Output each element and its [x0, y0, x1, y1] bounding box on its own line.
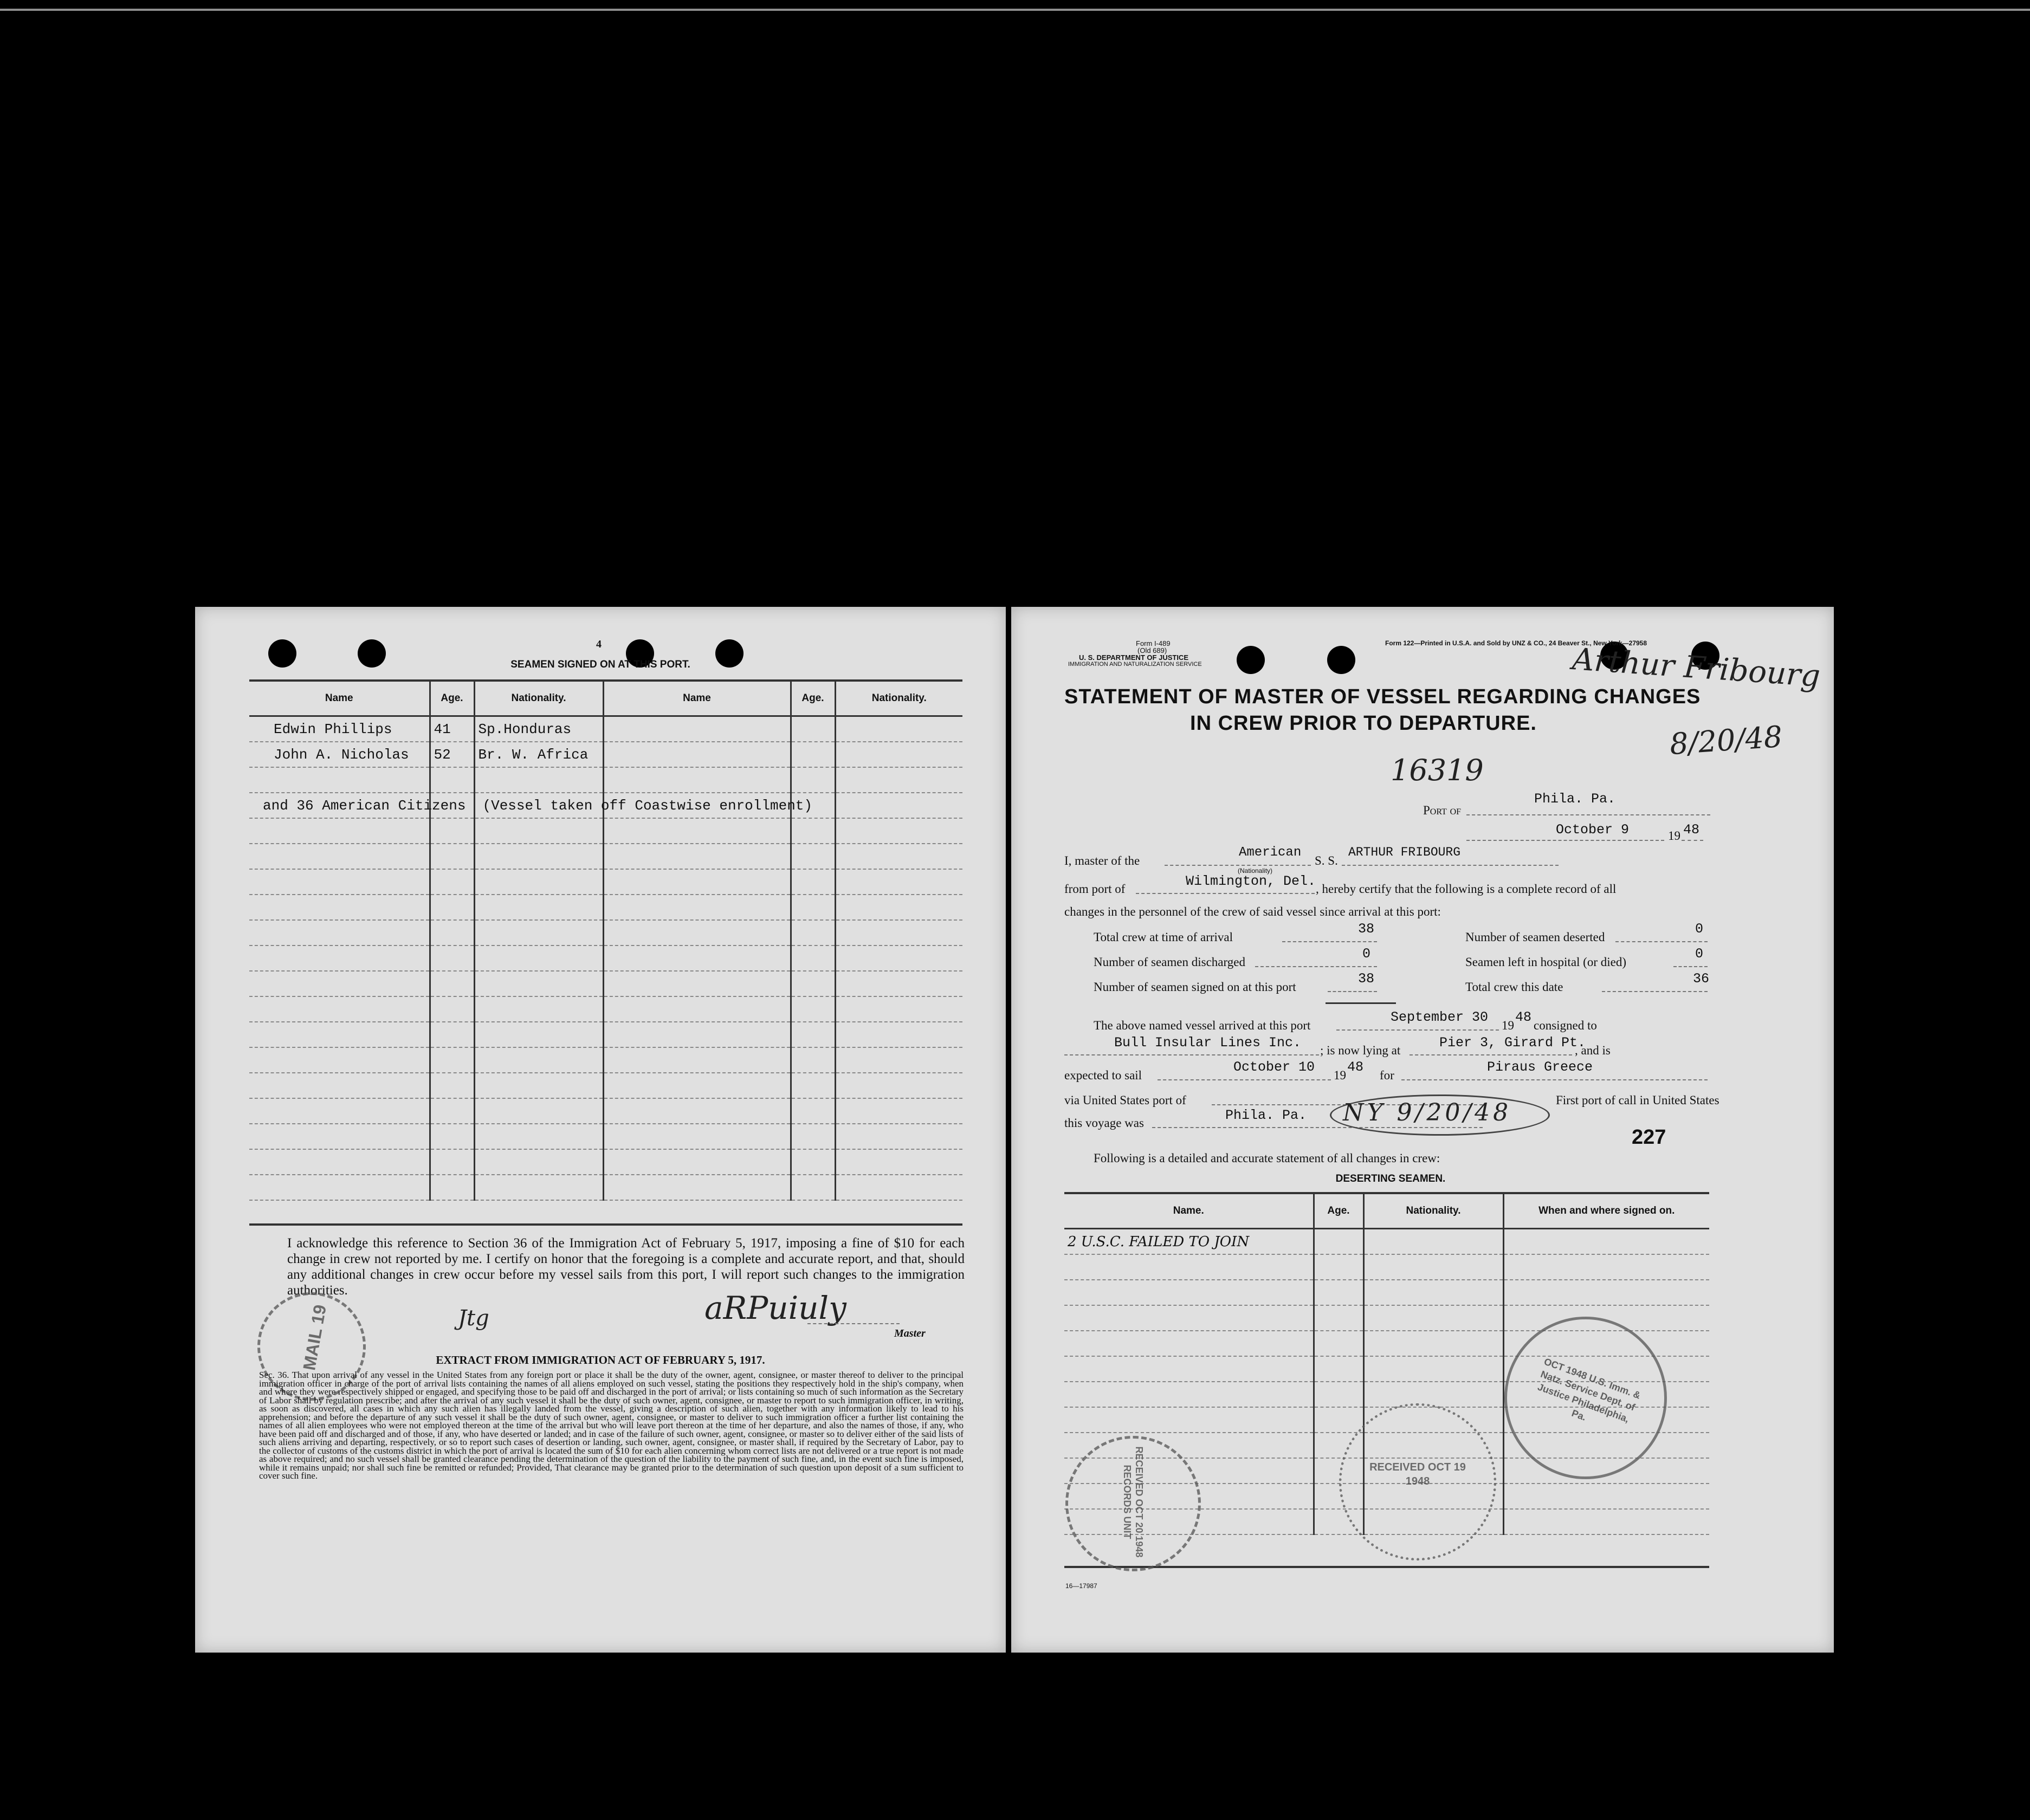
department-name: U. S. DEPARTMENT OF JUSTICE	[1079, 653, 1188, 662]
enrollment-note: (Vessel taken off Coastwise enrollment)	[474, 793, 603, 818]
seaman-name: Edwin Phillips	[249, 716, 430, 742]
year-value: 48	[1683, 822, 1700, 838]
table-bottom-rule	[1064, 1566, 1709, 1568]
table-row	[249, 920, 962, 945]
table-row	[249, 742, 962, 767]
received-stamp	[1065, 1436, 1201, 1571]
total-crew-date-value: 36	[1693, 971, 1710, 987]
total-crew-arrival-value: 38	[1358, 921, 1375, 937]
section-title: SEAMEN SIGNED ON AT THIS PORT.	[510, 659, 690, 670]
page-number: 4	[596, 638, 602, 650]
arrived-value: September 30	[1391, 1009, 1489, 1025]
form-old-number: (Old 689)	[1137, 646, 1167, 655]
table-row	[249, 818, 962, 844]
discharged-label: Number of seamen discharged	[1094, 955, 1245, 969]
table-row	[249, 971, 962, 996]
total-crew-arrival-label: Total crew at time of arrival	[1094, 930, 1233, 944]
file-number: 16319	[1391, 753, 1484, 787]
discharged-value: 0	[1362, 946, 1371, 962]
seaman-age: 41	[430, 716, 474, 742]
table-row	[249, 1149, 962, 1175]
signed-on-label: Number of seamen signed on at this port	[1094, 980, 1296, 994]
seamen-signed-on-table	[249, 682, 962, 1201]
arrived-label: The above named vessel arrived at this port	[1094, 1019, 1311, 1032]
received-stamp	[1339, 1403, 1496, 1560]
col-header-name: Name	[603, 682, 791, 716]
master-of-label: I, master of the	[1064, 854, 1140, 867]
and-is-label: , and is	[1575, 1044, 1611, 1057]
initials-mark: Jtg	[458, 1306, 489, 1331]
signature-line	[807, 1323, 900, 1324]
table-row	[249, 844, 962, 869]
master-label: Master	[894, 1327, 926, 1339]
table-row	[249, 793, 962, 818]
form-title-line1: STATEMENT OF MASTER OF VESSEL REGARDING CHANGES	[1064, 685, 1701, 708]
consigned-label: consigned to	[1534, 1019, 1597, 1032]
expected-year: 48	[1347, 1059, 1364, 1075]
table-row	[249, 1124, 962, 1149]
col-header-name: Name	[249, 682, 430, 716]
expected-year-prefix: 19	[1334, 1068, 1346, 1082]
table-row	[1064, 1254, 1709, 1280]
sum-rule	[1326, 1002, 1396, 1004]
arrived-year: 48	[1515, 1009, 1532, 1025]
mail-stamp-text: MAIL 19	[299, 1303, 330, 1372]
form-title-line2: IN CREW PRIOR TO DEPARTURE.	[1190, 712, 1537, 735]
extract-text: Sec. 36. That upon arrival of any vessel in the United States from any foreign port or place it shall be the duty of the owner, agent, consignee, or master thereof to deliver to the principal immigration officer in charge of the port of arrival lists containing the names of all aliens employed on such vessel, stating the positions they respectively hold in the ship's company, when and where they were respectively shipped or engaged, and specifying those to be paid off and discharged in the port of arrival; or lists containing so much of such information as the Secretary of Labor shall by regulation prescribe; and after the arrival of any such vessel it shall be the duty of such owner, agent, consignee, or master to report to such immigration officer, in writing, as soon as discovered, all cases in which any such alien has illegally landed from the vessel, giving a description of such alien, together with any information likely to lead to his apprehension; and before the departure of any such vessel it shall be the duty of such owner, agent, consignee, or master to deliver to such immigration officer a further list containing the names of all alien employees who were not employed thereon at the time of the arrival but who will leave port thereon at the time of her departure, and also the names of those, if any, who have been paid off and discharged and of those, if any, who have deserted or landed; and in case of the failure of such owner, agent, consignee, or master so to deliver either of the said lists of such aliens arriving and departing, respectively, or so to report such cases of desertion or landing, such owner, agent, consignee, or master shall, if required by the Secretary of Labor, pay to the collector of customs of the customs district in which the port of arrival is located the sum of $10 for each alien concerning whom correct lists are not delivered or a true report is not made as above required; and no such vessel shall be granted clearance pending the determination of the question of the liability to the payment of such fine, and, in the event such fine is imposed, while it remains unpaid; nor shall such fine be remitted or refunded; Provided, That clearance may be granted prior to the determination of such question upon deposit of a sum sufficient to cover such fine.	[259, 1370, 964, 1481]
punch-hole	[1327, 646, 1355, 674]
table-row	[249, 767, 962, 793]
table-row	[249, 716, 962, 742]
received-stamp-text: RECEIVED OCT 20 1948 RECORDS UNIT	[1122, 1446, 1145, 1558]
table-row	[249, 1047, 962, 1073]
first-port-value: Phila. Pa.	[1225, 1107, 1307, 1123]
table-row	[249, 996, 962, 1022]
handwritten-port: NY 9/20/48	[1343, 1099, 1512, 1126]
total-crew-date-label: Total crew this date	[1465, 980, 1563, 994]
date-value: October 9	[1556, 822, 1630, 838]
table-row	[1064, 1229, 1709, 1255]
consignee-value: Bull Insular Lines Inc.	[1114, 1035, 1302, 1051]
nationality-value: American	[1239, 845, 1302, 860]
lying-label: ; is now lying at	[1320, 1044, 1401, 1057]
lying-at-value: Pier 3, Girard Pt.	[1439, 1035, 1586, 1051]
extract-title: EXTRACT FROM IMMIGRATION ACT OF FEBRUARY 5, 1917.	[436, 1353, 765, 1366]
col-header-signed-on: When and where signed on.	[1503, 1194, 1709, 1229]
deserted-value: 0	[1695, 921, 1704, 937]
handwritten-date: 8/20/48	[1669, 719, 1784, 762]
immigration-service-stamp	[1504, 1317, 1667, 1479]
arrived-year-prefix: 19	[1502, 1019, 1514, 1032]
master-signature: aRPuiuly	[704, 1290, 846, 1326]
port-of-value: Phila. Pa.	[1534, 791, 1616, 807]
table-row	[249, 1073, 962, 1098]
signed-on-value: 38	[1358, 971, 1375, 987]
from-port-label: from port of	[1064, 882, 1126, 896]
hospital-label: Seamen left in hospital (or died)	[1465, 955, 1627, 969]
expected-label: expected to sail	[1064, 1068, 1142, 1082]
col-header-age: Age.	[430, 682, 474, 716]
table-row	[249, 945, 962, 971]
printer-note: Form 122—Printed in U.S.A. and Sold by UNZ & CO., 24 Beaver St., New York—27958	[1385, 639, 1647, 647]
seaman-age: 52	[430, 742, 474, 767]
col-header-age: Age.	[791, 682, 835, 716]
seaman-nationality: Sp.Honduras	[474, 716, 603, 742]
table-row	[249, 1098, 962, 1124]
acknowledgment-text: I acknowledge this reference to Section 36 of the Immigration Act of February 5, 1917, imposing a fine of $10 for each change in crew not reported by me. I certify on honor that the foregoing is a complete and accurate report, and that, should any additional changes in crew occur before my vessel sails from this port, I will report such changes to the immigration authorities.	[287, 1236, 965, 1298]
col-header-name: Name.	[1064, 1194, 1314, 1229]
table-bottom-rule	[249, 1223, 962, 1226]
seaman-nationality: Br. W. Africa	[474, 742, 603, 767]
changes-text: changes in the personnel of the crew of said vessel since arrival at this port:	[1064, 905, 1441, 918]
handwritten-vessel-name: Arthur Fribourg	[1571, 642, 1821, 694]
via-label: via United States port of	[1064, 1093, 1186, 1107]
left-page	[195, 607, 1006, 1653]
service-name: IMMIGRATION AND NATURALIZATION SERVICE	[1068, 661, 1202, 668]
vessel-name: ARTHUR FRIBOURG	[1348, 845, 1461, 859]
table-row	[1064, 1280, 1709, 1305]
destination-value: Piraus Greece	[1487, 1059, 1593, 1075]
ss-label: S. S.	[1315, 854, 1338, 867]
right-page	[1011, 607, 1834, 1653]
table-row	[249, 1175, 962, 1200]
table-row	[249, 895, 962, 920]
table-row	[249, 869, 962, 895]
deserting-title: DESERTING SEAMEN.	[1335, 1173, 1446, 1184]
scan-edge-line	[0, 9, 2030, 11]
following-text: Following is a detailed and accurate statement of all changes in crew:	[1094, 1151, 1440, 1165]
deserted-label: Number of seamen deserted	[1465, 930, 1605, 944]
seaman-name: and 36 American Citizens	[249, 793, 430, 818]
received-stamp-text: RECEIVED OCT 19 1948	[1369, 1461, 1466, 1487]
first-port-label: First port of call in United States	[1556, 1093, 1719, 1107]
hospital-value: 0	[1695, 946, 1704, 962]
form-footer-number: 16—17987	[1065, 1582, 1097, 1590]
expected-value: October 10	[1233, 1059, 1315, 1075]
table-row	[249, 1022, 962, 1047]
certify-text: , hereby certify that the following is a complete record of all	[1316, 882, 1617, 896]
this-voyage-label: this voyage was	[1064, 1116, 1144, 1130]
col-header-age: Age.	[1314, 1194, 1363, 1229]
service-stamp-text: OCT 1948 U.S. Imm. & Natz. Service Dept. of Justice Philadelphia, Pa.	[1536, 1356, 1643, 1425]
punch-hole	[1237, 646, 1265, 674]
col-header-nationality: Nationality.	[1363, 1194, 1503, 1229]
col-header-nationality: Nationality.	[835, 682, 962, 716]
year-prefix: 19	[1668, 829, 1680, 843]
for-label: for	[1380, 1068, 1394, 1082]
nationality-caption: (Nationality)	[1238, 867, 1273, 875]
failed-to-join-note: 2 U.S.C. FAILED TO JOIN	[1064, 1229, 1314, 1255]
from-port-value: Wilmington, Del.	[1186, 873, 1316, 889]
col-header-nationality: Nationality.	[474, 682, 603, 716]
number-227: 227	[1632, 1126, 1666, 1149]
form-number: Form I-489	[1136, 639, 1171, 647]
port-of-label: Port of	[1423, 804, 1462, 817]
seaman-name: John A. Nicholas	[249, 742, 430, 767]
